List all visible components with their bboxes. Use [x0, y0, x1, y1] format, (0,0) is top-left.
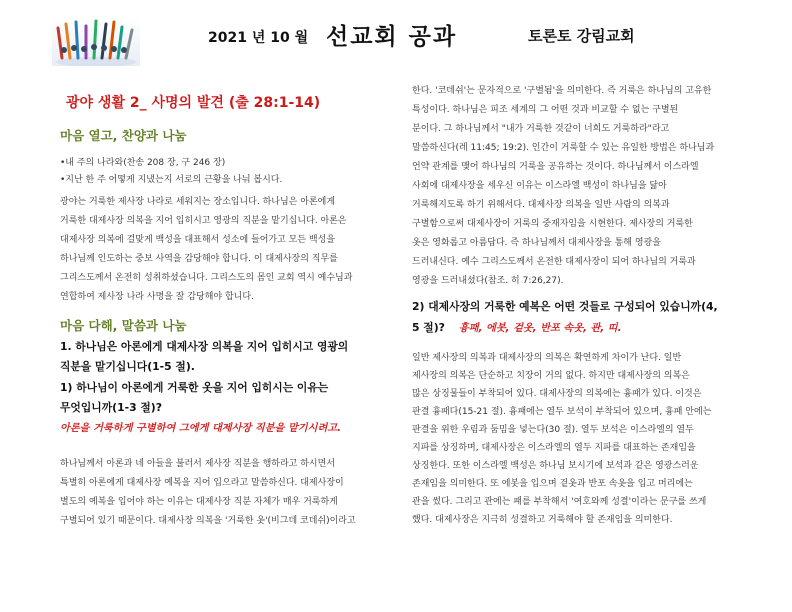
- question-2-line: 2) 대제사장의 거룩한 예복은 어떤 것들로 구성되어 있습니까(4,: [412, 300, 718, 313]
- question-1-line: 직분을 맡기십니다(1-5 절).: [60, 360, 195, 373]
- paragraph-line: 하나님께서 아론과 네 아들을 불러서 제사장 직분을 행하라고 하시면서: [60, 459, 336, 469]
- header-church-name: 토론토 강림교회: [528, 27, 635, 45]
- paragraph-line: 특별히 아론에게 대제사장 예복을 지어 입으라고 말씀하신다. 대제사장이: [60, 478, 344, 488]
- paragraph-line: 말씀하신다(레 11:45; 19:2). 인간이 거룩할 수 있는 유일한 방법은 하나님과: [412, 143, 715, 153]
- answer-2: 흉패, 에봇, 겉옷, 반포 속옷, 관, 띠.: [458, 323, 622, 334]
- bullet-hymn: •내 주의 나라와(찬송 208 장, 구 246 장): [60, 158, 226, 168]
- intro-line: 거룩한 대제사장 의복을 지어 입히시고 영광의 직분을 맡기십니다. 아론은: [60, 216, 347, 226]
- raised-hands-logo: [52, 18, 140, 66]
- paragraph-line: 사회에 대제사장을 세우신 이유는 이스라엘 백성이 하나님을 닮아: [412, 181, 667, 191]
- lesson-title: 광야 생활 2_ 사명의 발견 (출 28:1-14): [66, 95, 321, 111]
- intro-line: 대제사장 의복에 걸맞게 백성을 대표해서 성소에 들어가고 모든 백성을: [60, 235, 336, 245]
- section-heading-word: 마음 다해, 말씀과 나눔: [60, 318, 187, 333]
- paragraph-line: 제사장의 의복은 단순하고 치장이 거의 없다. 하지만 대제사장의 의복은: [412, 371, 690, 381]
- paragraph-line: 옷은 영화롭고 아름답다. 즉 하나님께서 대제사장을 통해 영광을: [412, 238, 661, 248]
- intro-line: 연합하여 제사장 나라 사명을 잘 감당해야 합니다.: [60, 292, 254, 302]
- paragraph-line: 구별함으로써 대제사장이 거룩의 중재자임을 시현한다. 제사장의 거룩한: [412, 219, 693, 229]
- question-1-line: 1. 하나님은 아론에게 대제사장 의복을 지어 입히시고 영광의: [60, 340, 349, 353]
- question-2-verse: 5 절)?: [412, 321, 445, 334]
- header-title: 선교회 공과: [326, 23, 458, 50]
- paragraph-line: 했다. 대제사장은 지극히 성결하고 거룩해야 할 존재임을 의미한다.: [412, 515, 673, 525]
- paragraph-line: 관을 썼다. 그리고 관에는 패를 부착해서 '여호와께 성결'이라는 문구를 쓰게: [412, 497, 707, 507]
- header-year-month: 2021 년 10 월: [208, 30, 309, 46]
- paragraph-line: 많은 상징물들이 부착되어 있다. 대제사장의 의복에는 흉패가 있다. 이것은: [412, 389, 702, 399]
- section-heading-open-hearts: 마음 열고, 찬양과 나눔: [60, 128, 187, 143]
- bullet-sharing: •지난 한 주 어떻게 지냈는지 서로의 근황을 나눠 봅시다.: [60, 175, 283, 185]
- paragraph-line: 분이다. 그 하나님께서 "내가 거룩한 것같이 너희도 거룩하라"라고: [412, 124, 670, 134]
- paragraph-line: 판결을 위한 우림과 둠밈을 넣는다(30 절). 열두 보석은 이스라엘의 열두: [412, 425, 694, 435]
- paragraph-line: 구별되어 있기 때문이다. 대제사장 의복을 '거룩한 옷'(비그데 코데쉬)이라고: [60, 516, 356, 526]
- paragraph-line: 드러내신다. 예수 그리스도께서 온전한 대제사장이 되어 하나님의 거룩과: [412, 257, 696, 267]
- intro-line: 광야는 거룩한 제사장 나라로 세워지는 장소입니다. 하나님은 아론에게: [60, 197, 336, 207]
- paragraph-line: 별도의 예복을 입어야 하는 이유는 대제사장 직분 자체가 매우 거룩하게: [60, 497, 338, 507]
- paragraph-line: 존재임을 의미한다. 또 에봇을 입으며 겉옷과 반포 속옷을 입고 머리에는: [412, 479, 693, 489]
- answer-1: 아론을 거룩하게 구별하여 그에게 대제사장 직분을 맡기시려고.: [60, 423, 342, 434]
- paragraph-line: 특성이다. 하나님은 피조 세계의 그 어떤 것과 비교할 수 없는 구별된: [412, 105, 679, 115]
- paragraph-line: 상징한다. 또한 이스라엘 백성은 하나님 보시기에 보석과 같은 영광스러운: [412, 461, 699, 471]
- paragraph-line: 일반 제사장의 의복과 대제사장의 의복은 확연하게 차이가 난다. 일반: [412, 353, 682, 363]
- question-1-1-line: 무엇입니까(1-3 절)?: [60, 401, 162, 414]
- paragraph-line: 언약 관계를 맺어 하나님의 거룩을 공유하는 것이다. 하나님께서 이스라엘: [412, 162, 699, 172]
- question-2-line: [412, 319, 622, 335]
- paragraph-line: 판결 흉패다(15-21 절). 흉패에는 열두 보석이 부착되어 있으며, 흉패 안에는: [412, 407, 712, 417]
- paragraph-line: 영광을 드러내셨다(참조. 히 7:26,27).: [412, 276, 564, 286]
- intro-line: 그리스도께서 온전히 성취하셨습니다. 그리스도의 몸인 교회 역시 예수님과: [60, 273, 353, 283]
- paragraph-line: 지파를 상징하며, 대제사장은 이스라엘의 열두 지파를 대표하는 존재임을: [412, 443, 696, 453]
- paragraph-line: 거룩해지도록 하기 위해서다. 대제사장 의복을 일반 사람의 의복과: [412, 200, 670, 210]
- question-1-1-line: 1) 하나님이 아론에게 거룩한 옷을 지어 입히시는 이유는: [60, 381, 329, 394]
- intro-line: 하나님께 인도하는 중보 사역을 감당해야 합니다. 이 대제사장의 직무를: [60, 254, 338, 264]
- paragraph-line: 한다. '코데쉬'는 문자적으로 '구별됨'을 의미한다. 즉 거룩은 하나님의 고유한: [412, 86, 712, 96]
